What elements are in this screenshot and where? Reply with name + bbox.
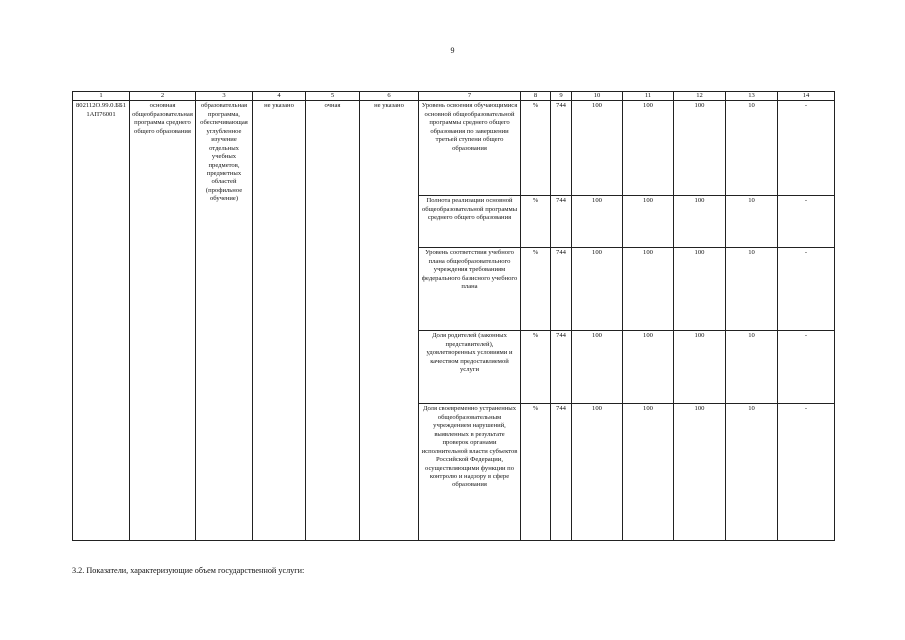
year2-value-cell: 100	[623, 196, 674, 248]
deviation-absolute-cell: -	[778, 404, 835, 541]
column-number: 3	[196, 92, 253, 101]
deviation-absolute-cell: -	[778, 101, 835, 196]
unit-cell: %	[521, 248, 551, 331]
column-number: 8	[521, 92, 551, 101]
deviation-percent-cell: 10	[726, 248, 778, 331]
column-number: 4	[253, 92, 306, 101]
column-number: 1	[73, 92, 130, 101]
year1-value-cell: 100	[572, 248, 623, 331]
column-number: 12	[674, 92, 726, 101]
deviation-percent-cell: 10	[726, 331, 778, 404]
registry-code-cell: 802112О.99.0.ББ11АП76001	[73, 101, 130, 541]
year3-value-cell: 100	[674, 196, 726, 248]
deviation-absolute-cell: -	[778, 331, 835, 404]
unit-cell: %	[521, 404, 551, 541]
column-number: 11	[623, 92, 674, 101]
column-number: 2	[130, 92, 196, 101]
deviation-percent-cell: 10	[726, 101, 778, 196]
indicator-name-cell: Доля своевременно устраненных общеобразовательным учреждением нарушений, выявленных в результате проверок органами исполнительной власти субъектов Российской Федерации, осуществляющими функции по контролю и надзору в сфере образования	[419, 404, 521, 541]
deviation-percent-cell: 10	[726, 196, 778, 248]
okei-code-cell: 744	[551, 101, 572, 196]
okei-code-cell: 744	[551, 248, 572, 331]
indicator-name-cell: Доля родителей (законных представителей), удовлетворенных условиями и качеством предоставляемой услуги	[419, 331, 521, 404]
okei-code-cell: 744	[551, 196, 572, 248]
year1-value-cell: 100	[572, 331, 623, 404]
column-number: 10	[572, 92, 623, 101]
indicator-name-cell: Полнота реализации основной общеобразовательной программы среднего общего образования	[419, 196, 521, 248]
column-number: 6	[360, 92, 419, 101]
deviation-absolute-cell: -	[778, 196, 835, 248]
deviation-absolute-cell: -	[778, 248, 835, 331]
program-type-cell: образовательная программа, обеспечивающая углубленное изучение отдельных учебных предметов, предметных областей (профильное обучение)	[196, 101, 253, 541]
indicator-name-cell: Уровень освоения обучающимися основной общеобразовательной программы среднего общего образования по завершении третьей ступени общего образования	[419, 101, 521, 196]
year3-value-cell: 100	[674, 331, 726, 404]
column-number-row	[73, 92, 835, 101]
year1-value-cell: 100	[572, 196, 623, 248]
unit-cell: %	[521, 196, 551, 248]
year2-value-cell: 100	[623, 101, 674, 196]
year2-value-cell: 100	[623, 248, 674, 331]
okei-code-cell: 744	[551, 404, 572, 541]
student-category-cell: не указано	[253, 101, 306, 541]
table-row	[73, 101, 835, 196]
year3-value-cell: 100	[674, 101, 726, 196]
column-number: 5	[306, 92, 360, 101]
column-number: 9	[551, 92, 572, 101]
column-number: 13	[726, 92, 778, 101]
indicator-name-cell: Уровень соответствия учебного плана общеобразовательного учреждения требованиям федерального базисного учебного плана	[419, 248, 521, 331]
unit-cell: %	[521, 331, 551, 404]
deviation-percent-cell: 10	[726, 404, 778, 541]
year2-value-cell: 100	[623, 331, 674, 404]
column-number: 7	[419, 92, 521, 101]
year1-value-cell: 100	[572, 101, 623, 196]
page-number: 9	[450, 46, 455, 55]
year3-value-cell: 100	[674, 248, 726, 331]
year2-value-cell: 100	[623, 404, 674, 541]
year3-value-cell: 100	[674, 404, 726, 541]
quality-indicators-table	[72, 91, 835, 541]
section-heading: 3.2. Показатели, характеризующие объем государственной услуги:	[72, 566, 305, 575]
extra-condition-cell: не указано	[360, 101, 419, 541]
unit-cell: %	[521, 101, 551, 196]
study-form-cell: очная	[306, 101, 360, 541]
year1-value-cell: 100	[572, 404, 623, 541]
program-cell: основная общеобразовательная программа среднего общего образования	[130, 101, 196, 541]
column-number: 14	[778, 92, 835, 101]
okei-code-cell: 744	[551, 331, 572, 404]
